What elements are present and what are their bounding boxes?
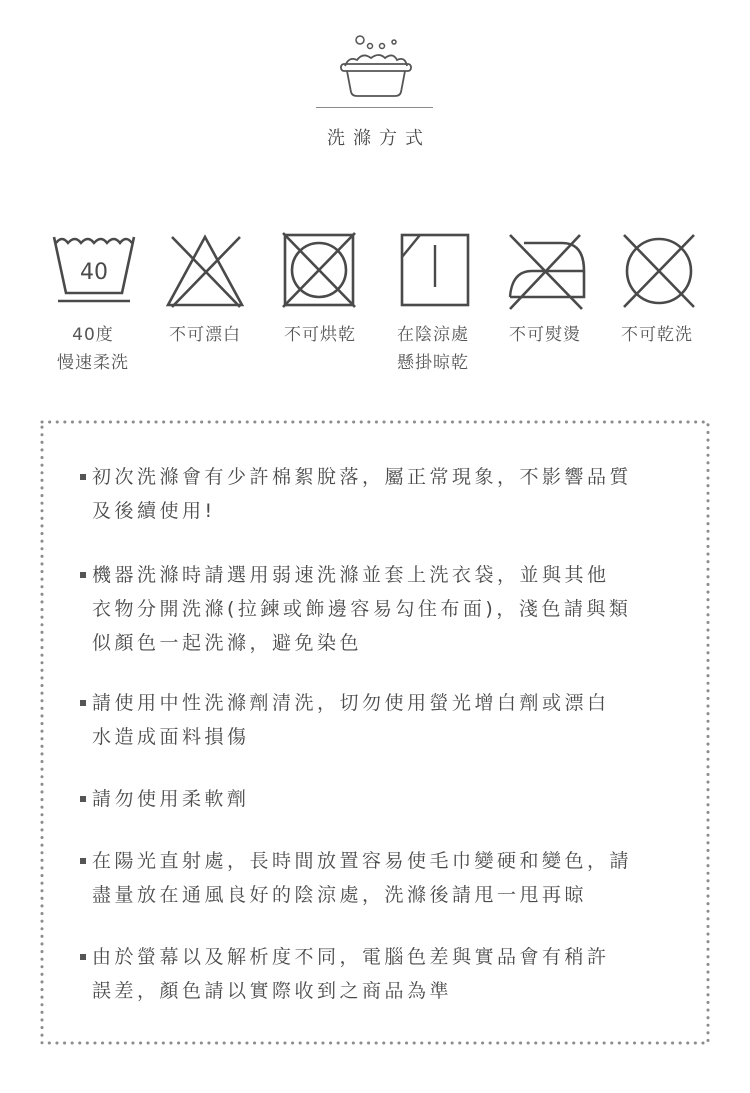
wash-40-icon — [48, 231, 138, 311]
note-item: 請使用中性洗滌劑清洗，切勿使用螢光增白劑或漂白 水造成面料損傷 — [92, 686, 672, 754]
symbol-label-no-iron: 不可熨燙 — [509, 325, 581, 345]
note-item: 機器洗滌時請選用弱速洗滌並套上洗衣袋，並與其他 衣物分開洗滌(拉鍊或飾邊容易勾住布面)，淺色請與類 似顏色一起洗滌，避免染色 — [92, 558, 672, 660]
line-dry-shade-icon — [390, 231, 480, 311]
symbol-label-no-tumble-dry: 不可烘乾 — [284, 325, 356, 345]
bullet-icon — [80, 572, 86, 578]
page-title: 洗滌方式 — [327, 128, 431, 149]
wash-basin-icon — [335, 30, 415, 100]
bullet-icon — [80, 954, 86, 960]
header-divider — [316, 107, 433, 108]
note-item: 由於螢幕以及解析度不同，電腦色差與實品會有稍許 誤差，顏色請以實際收到之商品為準 — [92, 940, 672, 1008]
symbol-label-no-bleach: 不可漂白 — [169, 325, 241, 345]
note-item: 初次洗滌會有少許棉絮脫落，屬正常現象，不影響品質 及後續使用! — [92, 460, 672, 528]
no-dry-clean-icon — [614, 231, 704, 311]
no-bleach-icon — [160, 231, 250, 311]
wash-temperature-text: 40 — [80, 260, 108, 285]
bullet-icon — [80, 796, 86, 802]
note-item: 請勿使用柔軟劑 — [92, 782, 672, 816]
symbol-label-no-dry-clean: 不可乾洗 — [621, 325, 693, 345]
bullet-icon — [80, 474, 86, 480]
note-item: 在陽光直射處，長時間放置容易使毛巾變硬和變色，請 盡量放在通風良好的陰涼處，洗滌後請甩一甩再晾 — [92, 844, 672, 912]
no-tumble-dry-icon — [275, 231, 365, 311]
care-notes-box — [40, 420, 710, 1045]
symbol-label-wash-40: 40度 慢速柔洗 — [57, 325, 129, 373]
care-symbols-row — [0, 225, 750, 385]
no-iron-icon — [502, 231, 592, 311]
header — [0, 0, 750, 170]
bullet-icon — [80, 858, 86, 864]
bullet-icon — [80, 700, 86, 706]
symbol-label-line-dry-shade: 在陰涼處 懸掛晾乾 — [397, 325, 469, 373]
